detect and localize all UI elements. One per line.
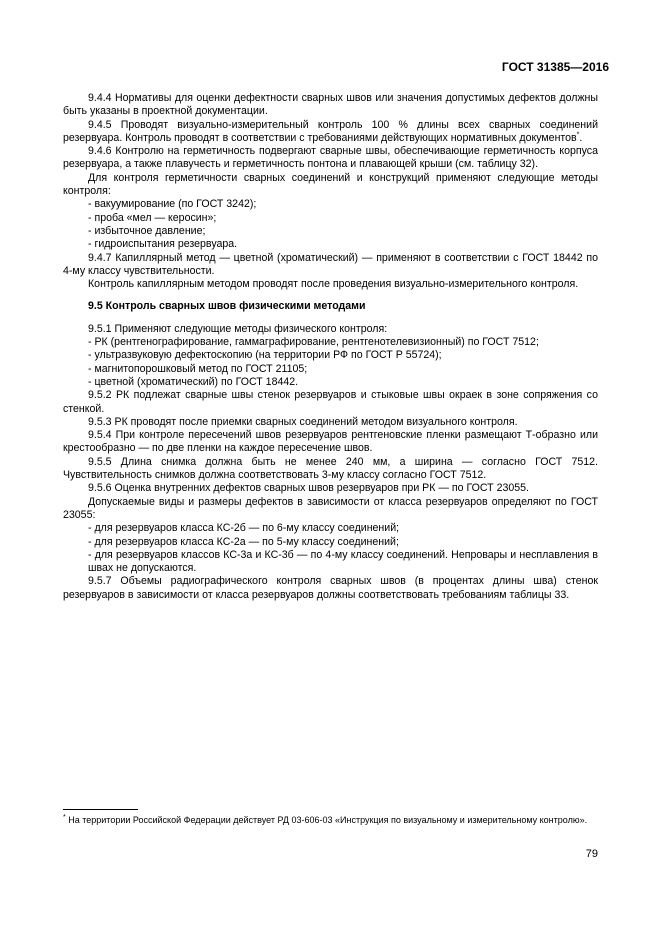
paragraph: 9.4.5 Проводят визуально-измерительный контроль 100 % длины всех сварных соединений резервуара. Контроль проводят в соответствии с требованиями действующих нормативных документов*. (63, 118, 598, 144)
footnote-marker: * (63, 814, 66, 821)
list-item: - для резервуаров классов КС-3а и КС-3б — по 4-му классу соединений. Непровары и несплавления в швах не допускаются. (88, 548, 598, 575)
paragraph: 9.4.4 Нормативы для оценки дефектности сварных швов или значения допустимых дефектов должны быть указаны в проектной документации. (63, 92, 598, 118)
list-item: - РК (рентгенографирование, гаммаграфирование, рентгенотелевизионный) по ГОСТ 7512; (88, 336, 539, 349)
paragraph: 9.5.1 Применяют следующие методы физического контроля: (88, 322, 388, 335)
paragraph: 9.5.3 РК проводят после приемки сварных соединений методом визуального контроля. (88, 415, 518, 428)
paragraph: 9.4.6 Контролю на герметичность подвергают сварные швы, обеспечивающие герметичность корпуса резервуара, а также плавучесть и герметичность понтона и плавающей крыши (см. таблицу 32). (63, 145, 598, 171)
document-body (63, 92, 598, 602)
list-item: - избыточное давление; (88, 224, 206, 237)
section-heading: 9.5 Контроль сварных швов физическими методами (88, 300, 366, 313)
paragraph: 9.5.4 При контроле пересечений швов резервуаров рентгеновские пленки размещают Т-образно или крестообразно — по две пленки на каждое пересечение швов. (63, 429, 598, 455)
footnote-divider (63, 809, 138, 810)
list-item: - проба «мел — керосин»; (88, 211, 217, 224)
list-item: - для резервуаров класса КС-2а — по 5-му классу соединений; (88, 535, 399, 548)
list-item: - ультразвуковую дефектоскопию (на территории РФ по ГОСТ Р 55724); (88, 349, 442, 362)
list-item: - гидроиспытания резервуара. (88, 238, 238, 251)
paragraph: 9.4.7 Капиллярный метод — цветной (хроматический) — применяют в соответствии с ГОСТ 18442 по 4-му классу чувствительности. (63, 251, 598, 277)
paragraph: 9.5.7 Объемы радиографического контроля сварных швов (в процентах длины шва) стенок резервуаров в зависимости от класса резервуаров должны соответствовать требованиям таблицы 33. (63, 575, 598, 601)
footnote-marker: * (576, 131, 580, 139)
paragraph: 9.5.5 Длина снимка должна быть не менее 240 мм, а ширина — согласно ГОСТ 7512. Чувствительность снимков должна соответствовать 3-му классу согласно ГОСТ 7512. (63, 455, 598, 482)
page-number: 79 (585, 848, 598, 860)
paragraph: Контроль капиллярным методом проводят после проведения визуально-измерительного контроля. (88, 278, 579, 291)
list-item: - цветной (хроматический) по ГОСТ 18442. (88, 375, 299, 388)
paragraph: Допускаемые виды и размеры дефектов в зависимости от класса резервуаров определяют по ГОСТ 23055: (63, 495, 598, 521)
paragraph: 9.5.2 РК подлежат сварные швы стенок резервуаров и стыковые швы окраек в зоне сопряжения со стенкой. (63, 389, 598, 415)
list-item: - магнитопорошковый метод по ГОСТ 21105; (88, 362, 308, 375)
paragraph: Для контроля герметичности сварных соединений и конструкций применяют следующие методы контроля: (63, 171, 598, 198)
document-code: ГОСТ 31385—2016 (501, 60, 609, 74)
paragraph: 9.5.6 Оценка внутренних дефектов сварных швов резервуаров при РК — по ГОСТ 23055. (88, 482, 529, 495)
footnote (63, 814, 598, 826)
list-item: - для резервуаров класса КС-2б — по 6-му классу соединений; (88, 522, 400, 535)
list-item: - вакуумирование (по ГОСТ 3242); (88, 198, 257, 211)
footnote-text: На территории Российской Федерации действует РД 03-606-03 «Инструкция по визуальному и измерительному контролю». (65, 815, 588, 825)
